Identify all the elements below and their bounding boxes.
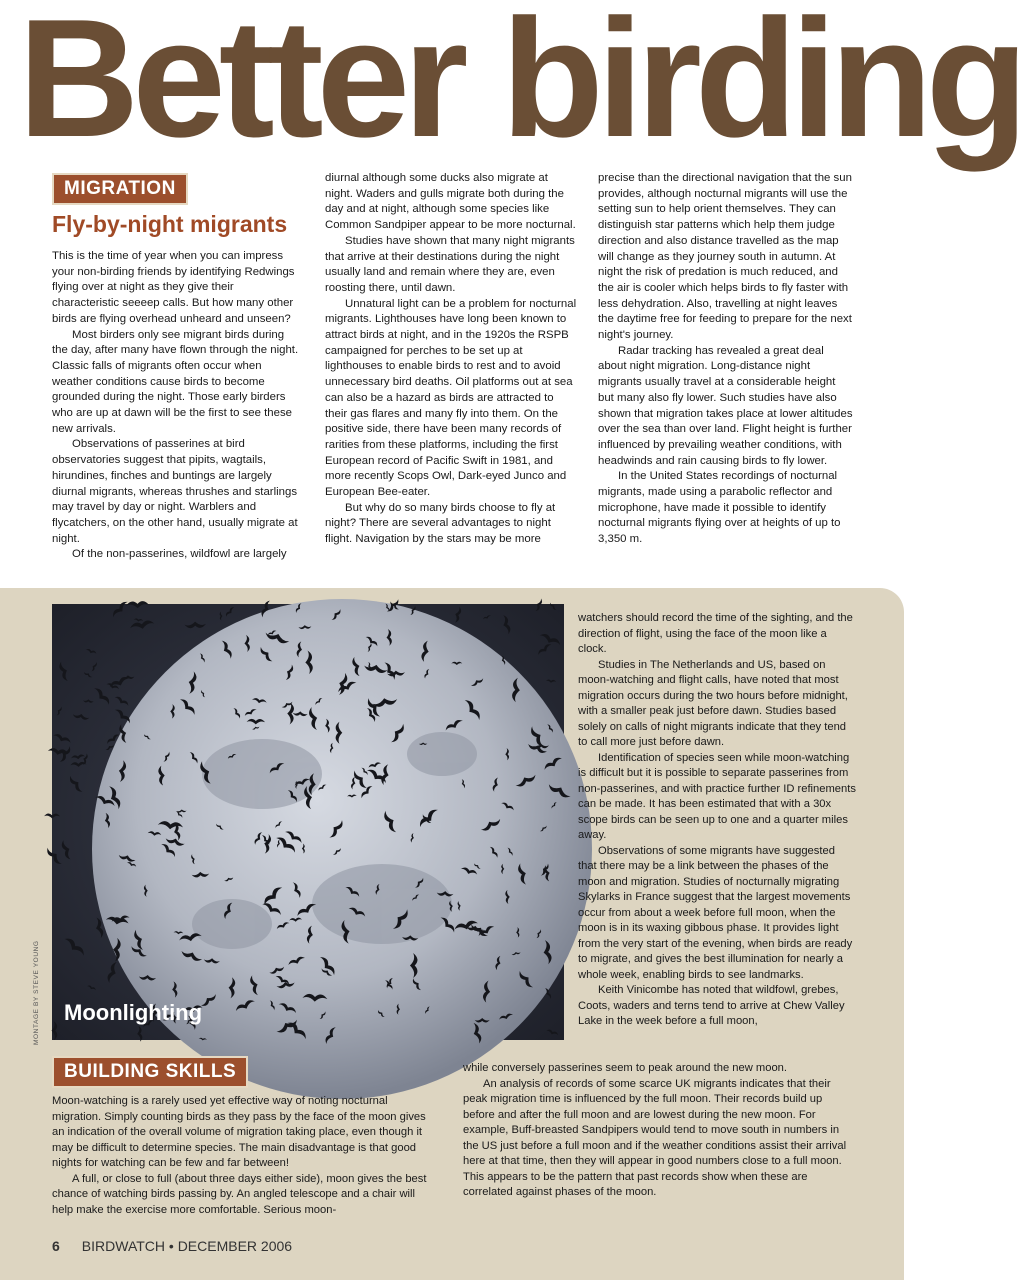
paragraph: In the United States recordings of nocturnal migrants, made using a parabolic reflector and microphone, have made it possible to identify nocturnal migrants flying over at heights of up to 3,350 m. (598, 470, 841, 546)
paragraph: Unnatural light can be a problem for nocturnal migrants. Lighthouses have long been known to attract birds at night, and in the 1920s the RSPB campaigned for perches to be set up at lighthouses to enable birds to rest and to avoid unnecessary bird deaths. Oil platforms out at sea can also be a hazard as birds are attracted to their gas flares and many fly into them. On the positive side, there have been many records of rarities from these platforms, including the first European record of Pacific Swift in 1981, and more recently Scops Owl, Dark-eyed Junco and European Bee-eater. (325, 297, 577, 499)
paragraph: Identification of species seen while moon-watching is difficult but it is possible to separate passerines from non-passerines, and with practice further ID refinements can be made. It has been estimated that with a 30x scope birds can be seen up to one and a quarter miles away. (578, 751, 856, 841)
moon-birds-photo (52, 604, 564, 1040)
paragraph: Moon-watching is a rarely used yet effective way of noting nocturnal migration. Simply counting birds as they pass by the face of the moon gives an indication of the overall volume of migration taking place, even though it may be difficult to determine species. The main disadvantage is that good nights for watching can be few and far between! (52, 1095, 426, 1169)
paragraph: diurnal although some ducks also migrate at night. Waders and gulls migrate both during the day and at night, although some species like Common Sandpiper appear to be more nocturnal. (325, 172, 576, 232)
masthead-title: Better birding (18, 0, 1021, 172)
section-label-building-skills: BUILDING SKILLS (52, 1056, 248, 1088)
page-footer (52, 1238, 292, 1254)
article-headline: Fly-by-night migrants (52, 211, 288, 237)
paragraph: Studies have shown that many night migrants that arrive at their destinations during the night usually land and remain where they are, even roosting there, until dawn. (325, 234, 575, 294)
page-number: 6 (52, 1238, 60, 1254)
section-label-migration: MIGRATION (52, 173, 188, 205)
paragraph: Radar tracking has revealed a great deal about night migration. Long-distance night migrants usually travel at a considerable height but many also fly lower. Such studies have also shown that migration takes place at lower altitudes over the sea than over land. Flight height is further influenced by prevailing weather conditions, with headwinds and rain causing birds to fly lower. (598, 344, 853, 467)
article-column-2 (325, 171, 578, 548)
paragraph: Most birders only see migrant birds during the day, after many have flown through the night. Classic falls of migrants often occur when weather conditions cause birds to become grounded during the night. Those early birders who are up at dawn will be the first to see these new arrivals. (52, 328, 299, 435)
paragraph: Of the non-passerines, wildfowl are largely (72, 548, 287, 561)
paragraph: Observations of passerines at bird observatories suggest that pipits, wagtails, hirundines, finches and buntings are largely diurnal migrants, whereas thrushes and starlings may travel by day or night. Warblers and flycatchers, on the other hand, usually migrate at night. (52, 438, 298, 545)
photo-caption: Moonlighting (64, 1000, 203, 1025)
paragraph: watchers should record the time of the sighting, and the direction of flight, using the face of the moon like a clock. (578, 612, 853, 655)
paragraph: precise than the directional navigation that the sun provides, although nocturnal migrants will use the setting sun to help orient themselves. They can distinguish star patterns which help them judge direction and also distance travelled as the map will change as they journey south in autumn. At night the risk of predation is much reduced, and the air is cooler which helps birds to fly faster with less dehydration. Also, travelling at night leaves the daytime free for feeding to prepare for the next night's journey. (598, 172, 852, 342)
paragraph: Keith Vinicombe has noted that wildfowl, grebes, Coots, waders and terns tend to arrive at Chew Valley Lake in the week before a full moon, (578, 984, 845, 1027)
article-column-1 (52, 249, 302, 563)
paragraph: Studies in The Netherlands and US, based on moon-watching and flight calls, have noted that most migration occurs during the two hours before midnight, with a smaller peak just before dawn. Studies based solely on calls of night migrants indicate that they tend to call more just before dawn. (578, 658, 848, 748)
article-column-3 (598, 171, 854, 548)
publication-info: BIRDWATCH • DECEMBER 2006 (81, 1238, 293, 1254)
paragraph: A full, or close to full (about three days either side), moon gives the best chance of watching birds passing by. An angled telescope and a chair will help make the exercise more comfortable. Serious moon- (52, 1172, 427, 1216)
paragraph: while conversely passerines seem to peak around the new moon. (463, 1062, 787, 1074)
skills-column-right-continued (463, 1061, 856, 1201)
moon-illustration (52, 604, 564, 1040)
paragraph: An analysis of records of some scarce UK migrants indicates that their peak migration time is influenced by the full moon. Their records build up before and after the full moon and are lowest during the new moon. For example, Buff-breasted Sandpipers would tend to move south in numbers in the US just before a full moon and if the weather conditions assist their arrival here at that time, then they will appear in good numbers close to a full moon. This appears to be the pattern that past records show when these are correlated against phases of the moon. (463, 1077, 847, 1198)
paragraph: Observations of some migrants have suggested that there may be a link between the phases of the moon and migration. Studies of nocturnally migrating Skylarks in France suggest that the largest movements occur from about a week before full moon, when the moon is in its waxing gibbous phase. It provides light from the very start of the evening, when birds are ready to migrate, and gives the best illumination for nearly a whole week, enabling birds to see landmarks. (578, 844, 853, 981)
paragraph: This is the time of year when you can impress your non-birding friends by identifying Redwings flying over at night as they give their characteristic seeeep calls. But how many other birds are flying overhead unheard and unseen? (52, 250, 295, 325)
paragraph: But why do so many birds choose to fly at night? There are several advantages to night flight. Navigation by the stars may be more (325, 501, 556, 546)
skills-column-left (52, 1094, 438, 1218)
skills-column-right (578, 611, 856, 1030)
photo-credit: MONTAGE BY STEVE YOUNG (33, 940, 40, 1045)
